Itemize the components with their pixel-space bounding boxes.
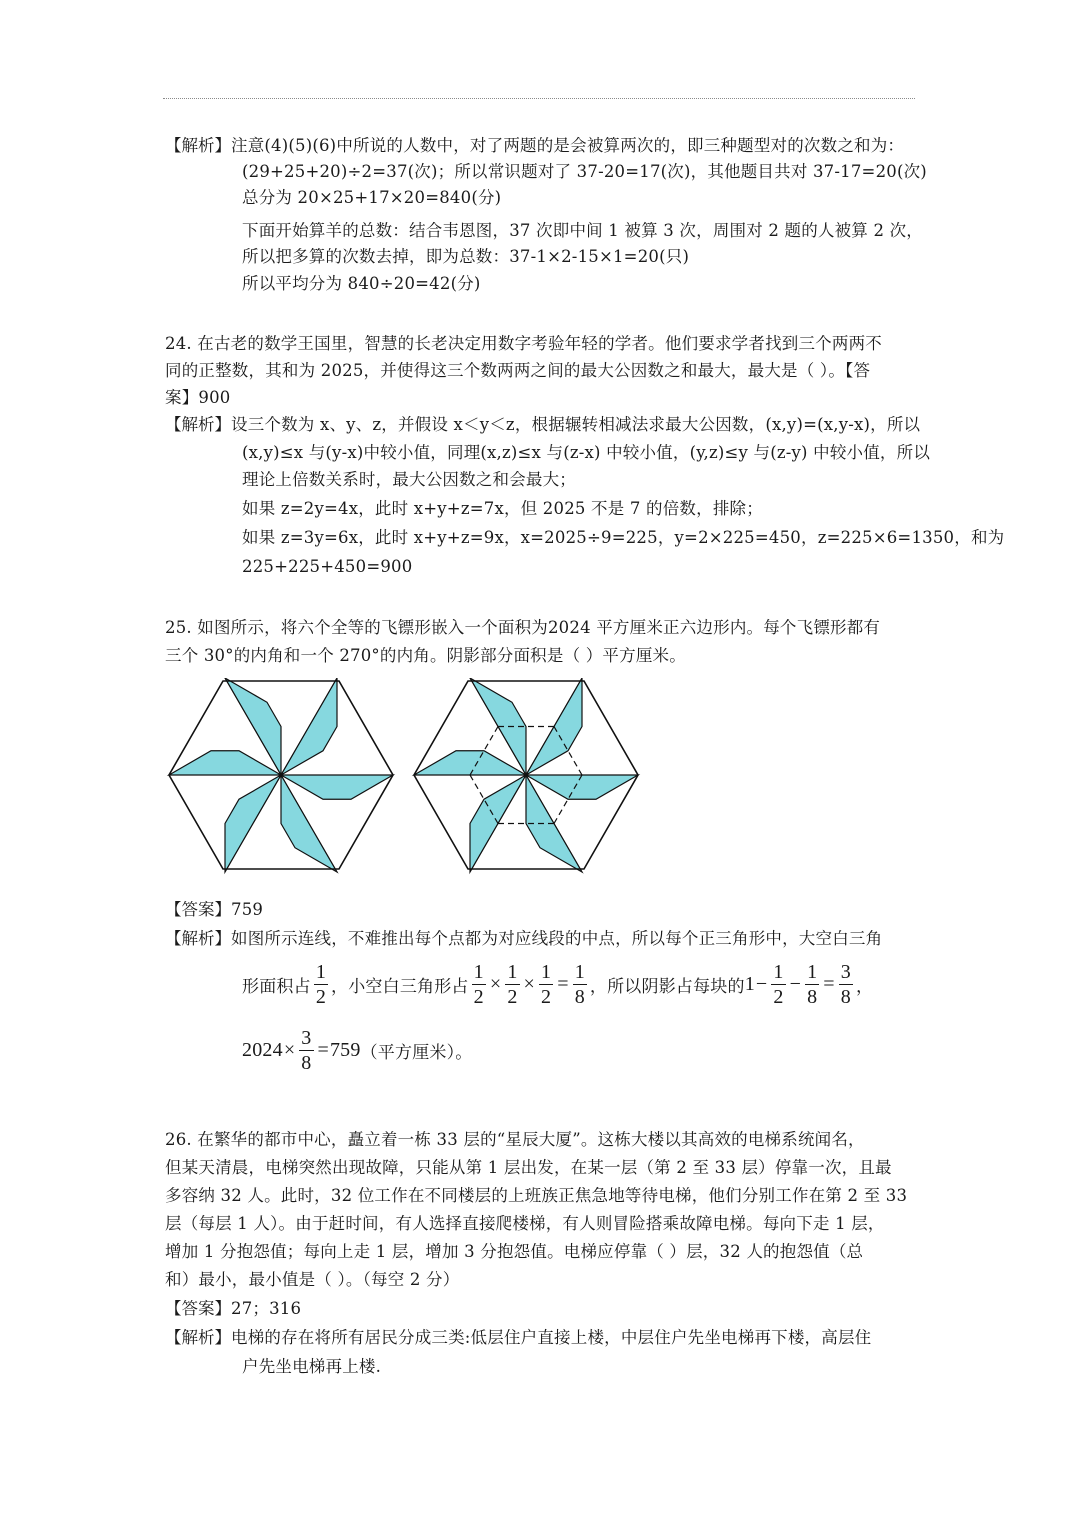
dart-shape (169, 751, 281, 775)
q23-analysis-line-1: 【解析】注意(4)(5)(6)中所说的人数中，对了两题的是会被算两次的，即三种题型对的次数之和为： (165, 136, 905, 155)
q26-question-line-3: 多容纳 32 人。此时，32 位工作在不同楼层的上班族正焦急地等待电梯，他们分别工作在第 2 至 33 (165, 1186, 908, 1205)
q23-analysis-line-2: (29+25+20)÷2=37(次)；所以常识题对了 37-20=17(次)，其他题目共对 37-17=20(次) (242, 162, 927, 181)
q25-analysis-line-1: 【解析】如图所示连线，不难推出每个点都为对应线段的中点，所以每个正三角形中，大空白三角 (165, 929, 883, 948)
q26-answer-line (165, 1298, 301, 1320)
dart-shape (281, 775, 393, 799)
q24-analysis-line-3: 理论上倍数关系时，最大公因数之和会最大； (242, 470, 576, 489)
dart-shape (526, 775, 638, 799)
q23-analysis-line-3: 总分为 20×25+17×20=840(分) (242, 188, 502, 207)
q26-question-line-4: 层（每层 1 人）。由于赶时间，有人选择直接爬楼梯，有人则冒险搭乘故障电梯。每向下走 1 层， (165, 1214, 885, 1233)
q24-analysis-line-4: 如果 z=2y=4x，此时 x+y+z=7x，但 2025 不是 7 的倍数，排除； (242, 499, 763, 518)
q26-question-line-6: 和）最小，最小值是（ ）。（每空 2 分） (165, 1270, 460, 1289)
analysis-label: 【解析】 (165, 136, 231, 155)
q24-analysis-line-2: (x,y)≤x 与(y-x)中较小值，同理(x,z)≤x 与(z-x) 中较小值，(y,z)≤y 与(z-y) 中较小值，所以 (242, 443, 931, 462)
q24-analysis-line-6: 225+225+450=900 (242, 557, 413, 576)
q24-question-line-3: 案】900 (165, 388, 231, 407)
q26-question-line-1: 26. 在繁华的都市中心，矗立着一栋 33 层的“星辰大厦”。这栋大楼以其高效的电梯系统闻名， (165, 1130, 865, 1149)
q26-analysis-line-2: 户先坐电梯再上楼. (242, 1357, 382, 1376)
q26-question-line-2: 但某天清晨，电梯突然出现故障，只能从第 1 层出发，在某一层（第 2 至 33 层）停靠一次，且最 (165, 1158, 892, 1177)
q26-answer-value: 27；316 (231, 1299, 302, 1318)
q23-analysis-line-4: 下面开始算羊的总数：结合韦恩图，37 次即中间 1 被算 3 次，周围对 2 题的人被算 2 次， (242, 221, 923, 240)
answer-label: 【答案】 (165, 1299, 231, 1318)
answer-label: 【答案】 (165, 900, 231, 919)
analysis-label: 【解析】 (165, 929, 231, 948)
q25-question-line-2: 三个 30°的内角和一个 270°的内角。阴影部分面积是（ ）平方厘米。 (165, 646, 686, 665)
q24-analysis-line-1: 【解析】设三个数为 x、y、z，并假设 x＜y＜z，根据辗转相减法求最大公因数，(x,y)=(x,y-x)，所以 (165, 415, 921, 434)
center-dot (279, 773, 284, 778)
fraction-one-half: $\frac{1}{2}$ (315, 961, 327, 1008)
q25-analysis-fraction-line: 形面积占 $\frac{1}{2}$ ，小空白三角形占 $\frac{1}{2}$ × $\frac{1}{2}$ × $\frac{1}{2}$ = $\frac{1}{8}$ ，所以阴影占每块的 1 − $\frac{1}{2}$ − $\frac{1}{8}$ = $\frac{3}{8}$ ， (242, 961, 874, 1008)
q25-question-line-1: 25. 如图所示，将六个全等的飞镖形嵌入一个面积为2024 平方厘米正六边形内。每个飞镖形都有 (165, 618, 881, 637)
q23-analysis-line-6: 所以平均分为 840÷20=42(分) (242, 274, 481, 293)
q25-answer-line (165, 899, 263, 921)
q24-question-line-2: 同的正整数，其和为 2025，并使得这三个数两两之间的最大公因数之和最大，最大是（ ）。【答 (165, 361, 871, 380)
q24-question-line-1: 24. 在古老的数学王国里，智慧的长老决定用数字考验年轻的学者。他们要求学者找到三个两两不 (165, 334, 882, 353)
fraction-one-eighth: $\frac{1}{8}$ (574, 961, 585, 1008)
q23-analysis-line-5: 所以把多算的次数去掉，即为总数：37-1×2-15×1=20(只) (242, 247, 690, 266)
fraction-three-eighths: $\frac{3}{8}$ (840, 961, 851, 1008)
q26-question-line-5: 增加 1 分抱怨值；每向上走 1 层，增加 3 分抱怨值。电梯应停靠（ ）层，32 人的抱怨值（总 (165, 1242, 864, 1261)
analysis-label: 【解析】 (165, 415, 231, 434)
q25-answer-value: 759 (231, 900, 264, 919)
dart-shape (414, 751, 526, 775)
header-rule (163, 98, 915, 99)
center-dot (524, 773, 529, 778)
q25-analysis-result-line: 2024 × $\frac{3}{8}$ = 759 （平方厘米）。 (242, 1027, 473, 1074)
q26-analysis-line-1: 【解析】电梯的存在将所有居民分成三类:低层住户直接上楼，中层住户先坐电梯再下楼，高层住 (165, 1328, 872, 1347)
pinwheel-figure-left (165, 678, 397, 880)
pinwheel-figure-right (410, 678, 642, 880)
analysis-label: 【解析】 (165, 1328, 231, 1347)
q24-analysis-line-5: 如果 z=3y=6x，此时 x+y+z=9x，x=2025÷9=225，y=2×225=450，z=225×6=1350，和为 (242, 528, 1005, 547)
